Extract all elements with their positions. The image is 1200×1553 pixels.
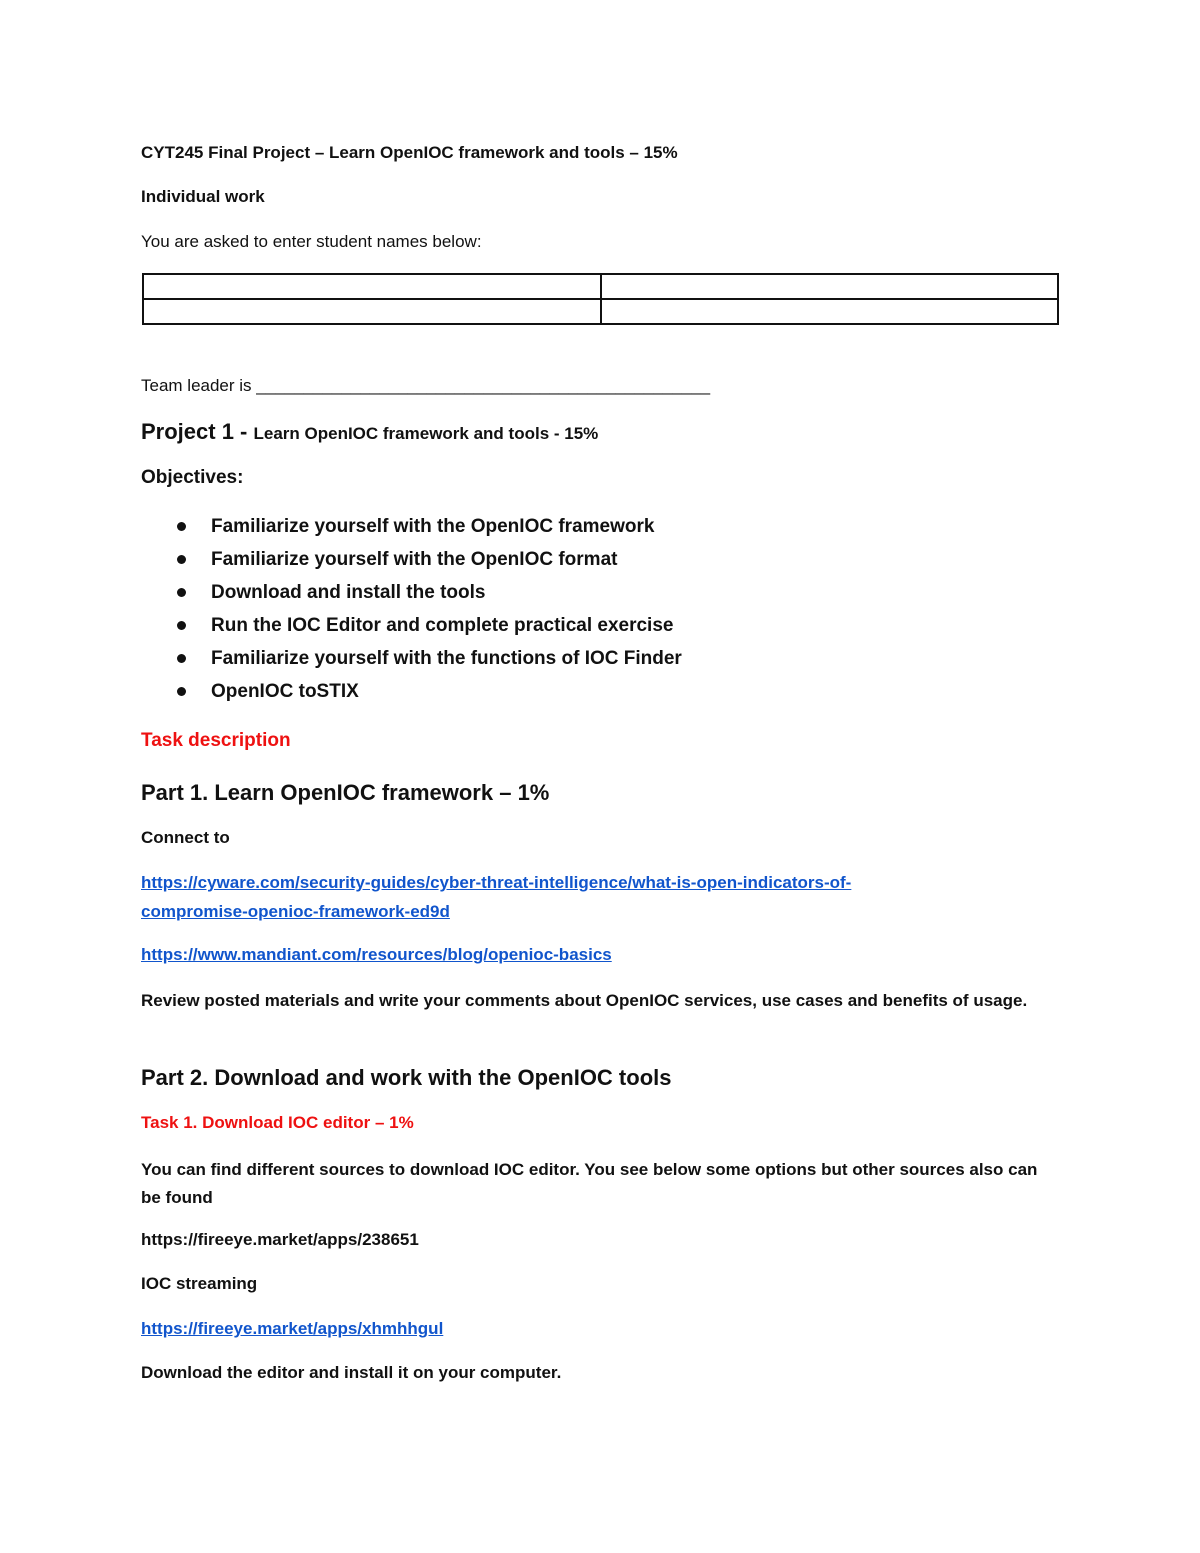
bullet-icon xyxy=(177,555,186,564)
project-heading xyxy=(141,419,598,445)
review-instruction: Review posted materials and write your comments about OpenIOC services, use cases and benefits of usage. xyxy=(141,991,1028,1010)
objective-text: Familiarize yourself with the functions of IOC Finder xyxy=(211,648,682,669)
student-names-table xyxy=(142,273,1059,325)
bullet-icon xyxy=(177,654,186,663)
task1-description: You can find different sources to download IOC editor. You see below some options but other sources also can be found xyxy=(141,1160,1038,1207)
ioc-streaming-link[interactable]: https://fireeye.market/apps/xhmhhgul xyxy=(141,1319,444,1338)
project-heading-rest: Learn OpenIOC framework and tools - 15% xyxy=(253,424,599,443)
task-description-heading: Task description xyxy=(141,730,291,751)
bullet-icon xyxy=(177,621,186,630)
list-item xyxy=(141,675,682,708)
fireeye-source-url: https://fireeye.market/apps/238651 xyxy=(141,1230,419,1249)
names-instruction: You are asked to enter student names below: xyxy=(141,232,482,251)
part1-heading: Part 1. Learn OpenIOC framework – 1% xyxy=(141,780,550,805)
ioc-streaming-label: IOC streaming xyxy=(141,1274,258,1293)
project-heading-prefix: Project 1 - xyxy=(141,419,254,444)
table-row xyxy=(143,274,1058,299)
cyware-link-continued[interactable]: compromise-openioc-framework-ed9d xyxy=(141,902,450,921)
document-title: CYT245 Final Project – Learn OpenIOC framework and tools – 15% xyxy=(141,143,678,162)
mandiant-link[interactable]: https://www.mandiant.com/resources/blog/openioc-basics xyxy=(141,945,612,964)
student-name-cell[interactable] xyxy=(601,274,1059,299)
objectives-label: Objectives: xyxy=(141,467,244,488)
bullet-icon xyxy=(177,522,186,531)
bullet-icon xyxy=(177,588,186,597)
objective-text: Download and install the tools xyxy=(211,582,486,603)
list-item xyxy=(141,642,682,675)
list-item xyxy=(141,543,682,576)
list-item xyxy=(141,576,682,609)
objective-text: Run the IOC Editor and complete practical exercise xyxy=(211,615,674,636)
list-item xyxy=(141,609,682,642)
list-item xyxy=(141,510,682,543)
task1-heading: Task 1. Download IOC editor – 1% xyxy=(141,1113,414,1132)
bullet-icon xyxy=(177,687,186,696)
cyware-link[interactable]: https://cyware.com/security-guides/cyber-threat-intelligence/what-is-open-indicators-of- xyxy=(141,873,852,892)
table-row xyxy=(143,299,1058,324)
objective-text: Familiarize yourself with the OpenIOC framework xyxy=(211,516,655,537)
objectives-list xyxy=(141,510,682,708)
work-type-label: Individual work xyxy=(141,187,265,206)
student-name-cell[interactable] xyxy=(143,299,601,324)
download-instruction: Download the editor and install it on your computer. xyxy=(141,1363,562,1382)
student-name-cell[interactable] xyxy=(143,274,601,299)
objective-text: OpenIOC toSTIX xyxy=(211,681,359,702)
part2-heading: Part 2. Download and work with the OpenIOC tools xyxy=(141,1065,672,1090)
team-leader-line: Team leader is ________________________________________________ xyxy=(141,376,711,395)
objective-text: Familiarize yourself with the OpenIOC format xyxy=(211,549,618,570)
connect-to-label: Connect to xyxy=(141,828,230,847)
student-name-cell[interactable] xyxy=(601,299,1059,324)
